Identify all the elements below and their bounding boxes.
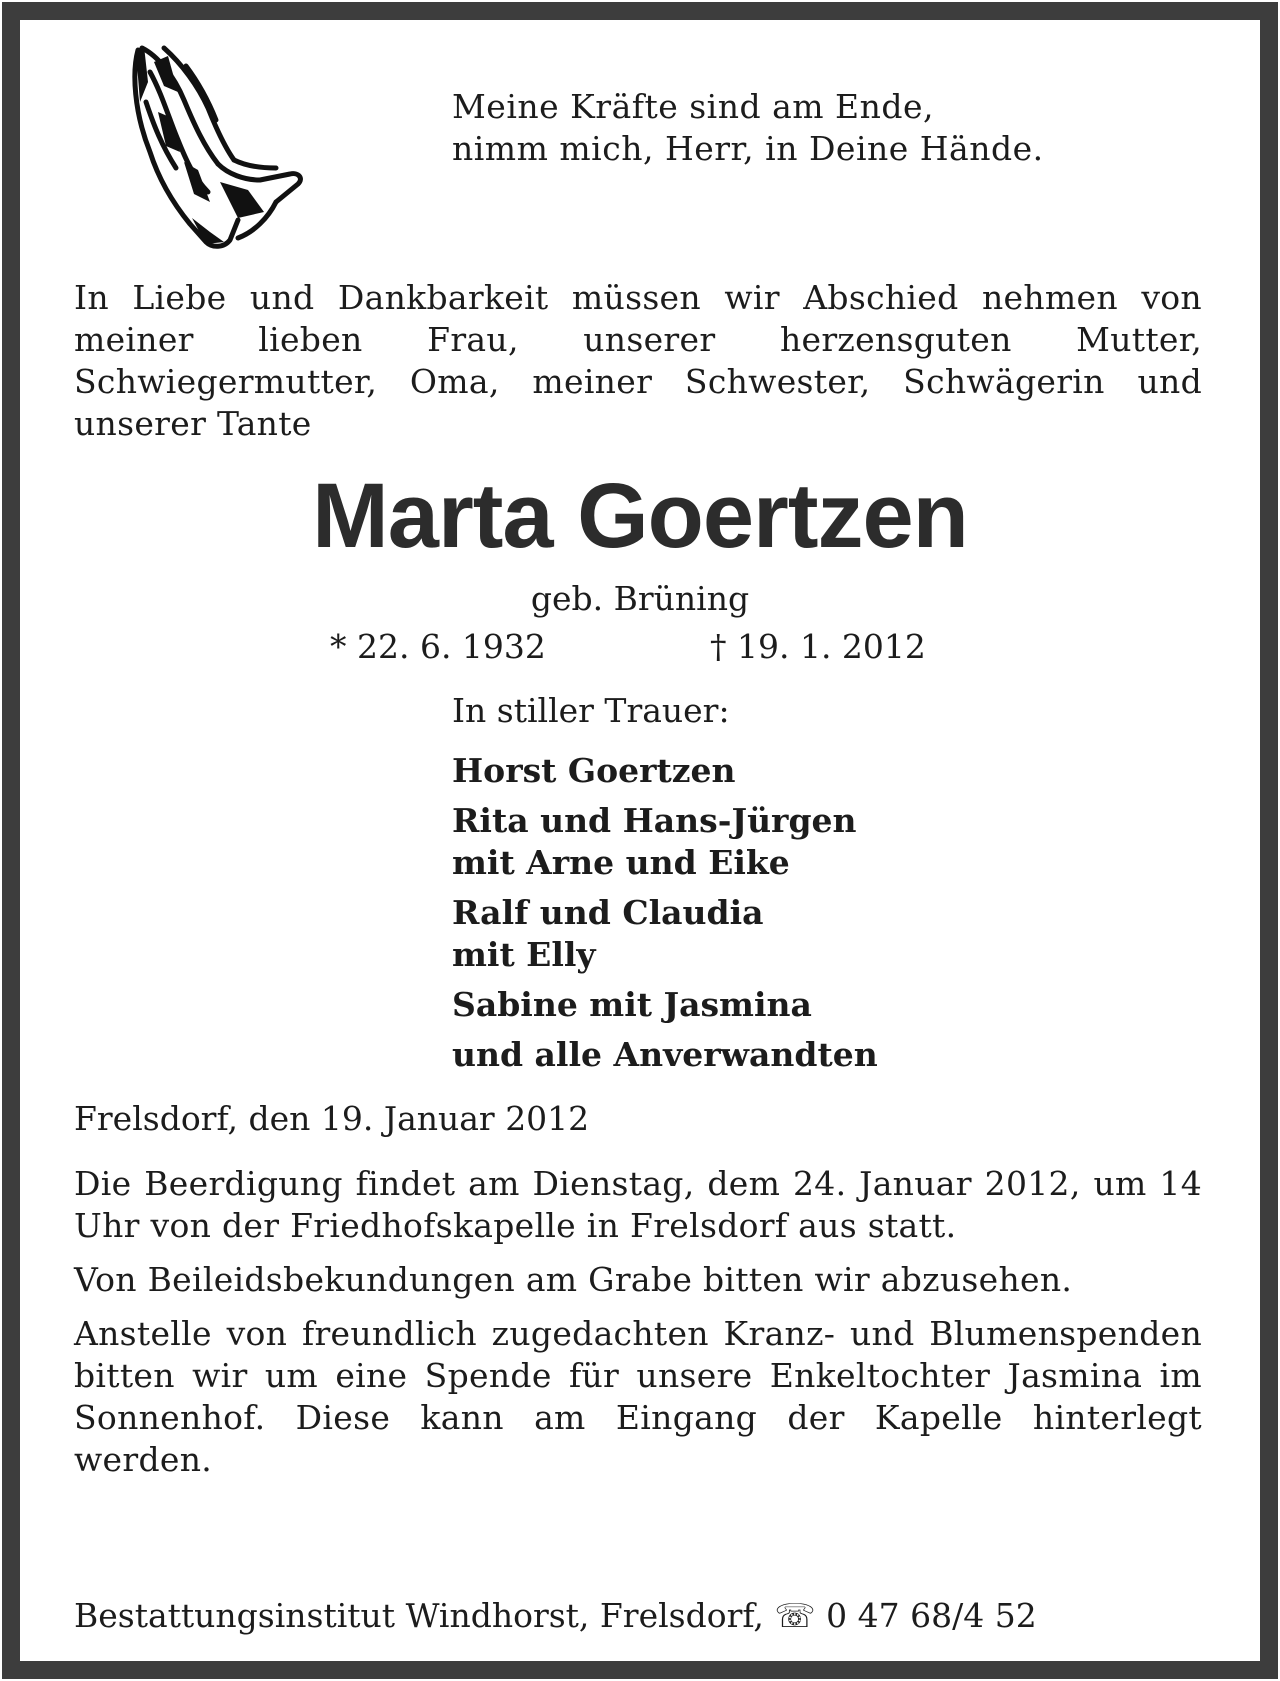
intro-text: In Liebe und Dankbarkeit müssen wir Abschied nehmen von meiner lieben Frau, unserer herzensguten Mutter, Schwiegermutter, Oma, meiner Schwester, Schwägerin und unserer Tante: [74, 278, 1202, 443]
undertaker-footer: Bestattungsinstitut Windhorst, Frelsdorf, ☏ 0 47 68/4 52: [74, 1596, 1037, 1635]
mourner-group: [452, 750, 878, 792]
birth-date: * 22. 6. 1932: [330, 627, 546, 666]
verse-line-1: Meine Kräfte sind am Ende,: [452, 87, 935, 126]
mourner-line: Sabine mit Jasmina: [452, 985, 812, 1024]
funeral-paragraph: Die Beerdigung findet am Dienstag, dem 24. Januar 2012, um 14 Uhr von der Friedhofskapelle in Frelsdorf aus statt.: [74, 1164, 1202, 1245]
death-date: † 19. 1. 2012: [710, 627, 926, 666]
maiden-name: geb. Brüning: [530, 579, 750, 618]
mourner-line: Ralf und Claudia: [452, 893, 764, 932]
place-date: Frelsdorf, den 19. Januar 2012: [74, 1099, 590, 1138]
funeral-details: [74, 1163, 1202, 1493]
mourners-list: [452, 750, 878, 1084]
praying-hands-icon: [128, 42, 308, 254]
mourner-line: Rita und Hans-Jürgen: [452, 801, 857, 840]
condolence-paragraph: Von Beileidsbekundungen am Grabe bitten wir abzusehen.: [74, 1260, 1073, 1299]
deceased-name: Marta Goertzen: [312, 465, 968, 567]
mourner-line: mit Elly: [452, 935, 596, 974]
mourners-heading: In stiller Trauer:: [452, 691, 730, 730]
mourner-group: [452, 800, 878, 884]
mourner-group: [452, 984, 878, 1026]
mourner-line: und alle Anverwandten: [452, 1035, 878, 1074]
mourner-group: [452, 1034, 878, 1076]
mourner-group: [452, 892, 878, 976]
verse-line-2: nimm mich, Herr, in Deine Hände.: [452, 129, 1044, 168]
mourner-line: mit Arne und Eike: [452, 843, 790, 882]
verse: [452, 86, 1044, 170]
donation-paragraph: Anstelle von freundlich zugedachten Kranz- und Blumenspenden bitten wir um eine Spende für unsere Enkeltochter Jasmina im Sonnenhof. Diese kann am Eingang der Kapelle hinterlegt werden.: [74, 1314, 1202, 1479]
mourner-line: Horst Goertzen: [452, 751, 736, 790]
